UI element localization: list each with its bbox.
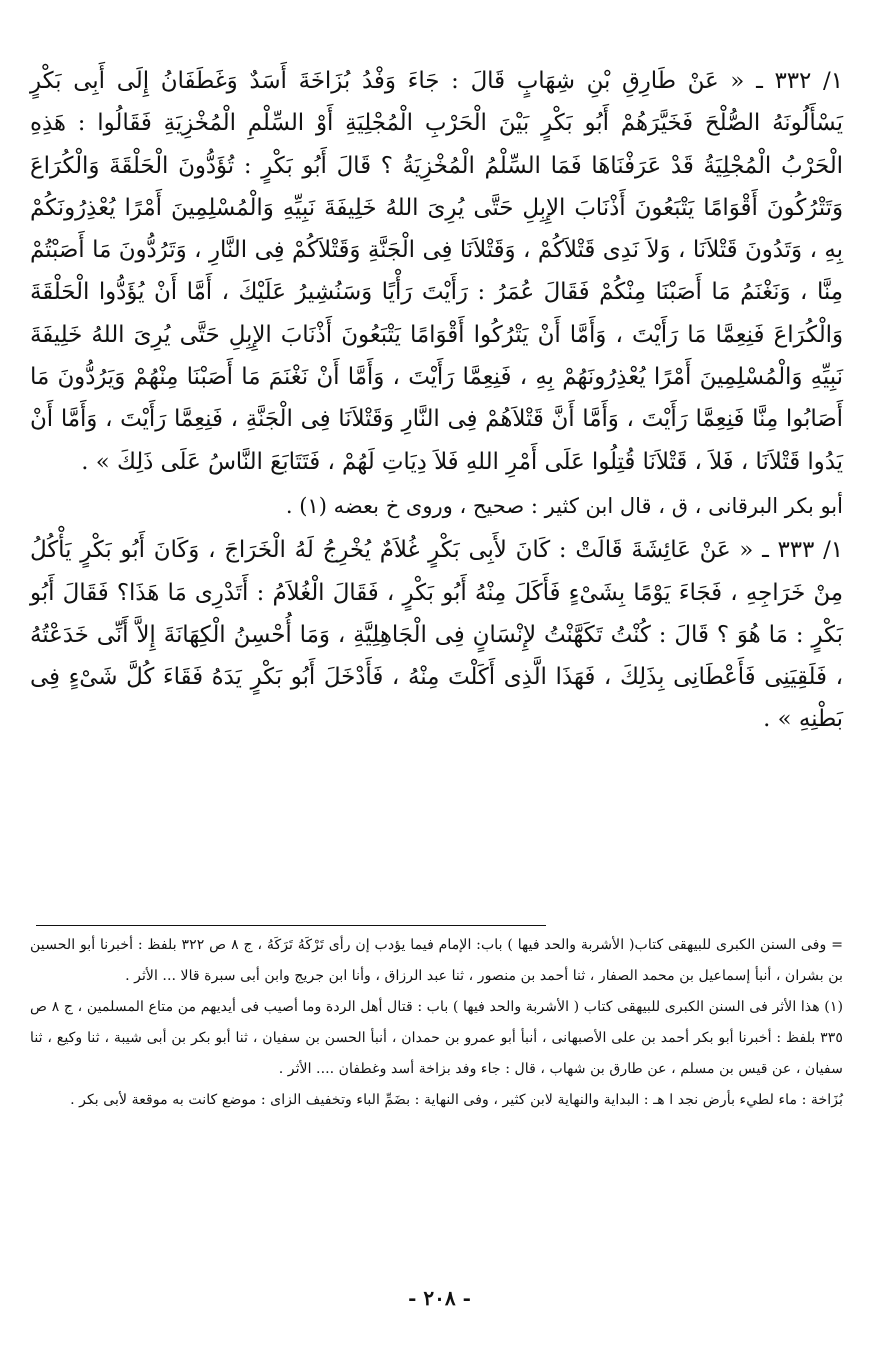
footnote-buzakha: بُزَاخة : ماء لطيء بأرض نجد ا هـ : البداية والنهاية لابن كثير ، وفى النهاية : بضَمِّ الباء وتخفيف الزاى : موضع كانت به موقعة لأبى بكر . (70, 1092, 843, 1108)
footnote-separator (36, 925, 546, 926)
hadith-333: ١/ ٣٣٣ ـ « عَنْ عَائِشَةَ قَالَتْ : كَانَ لأَبِى بَكْرٍ غُلاَمٌ يُخْرِجُ لَهُ الْخَرَاجَ ، وَكَانَ أَبُو بَكْرٍ يَأْكُلُ مِنْ خَرَاجِهِ ، فَجَاءَ يَوْمًا بِشَىْءٍ فَأَكَلَ مِنْهُ أَبُو بَكْرٍ ، فَقَالَ الْغُلاَمُ : أَتَدْرِى مَا هَذَا؟ فَقَالَ أَبُو بَكْرٍ : مَا هُوَ ؟ قَالَ : كُنْتُ تَكَهَّنْتُ لإِنْسَانٍ فِى الْجَاهِلِيَّةِ ، وَمَا أُحْسِنُ الْكِهَانَةَ إِلاَّ أَنِّى خَدَعْتُهُ ، فَلَقِيَنِى فَأَعْطَانِى بِذَلِكَ ، فَهَذَا الَّذِى أَكَلْتَ مِنْهُ ، فَأَدْخَلَ أَبُو بَكْرٍ يَدَهُ فَقَاءَ كُلَّ شَىْءٍ فِى بَطْنِهِ » . (30, 537, 843, 733)
footnote-1: (١) هذا الأثر فى السنن الكبرى للبيهقى كتاب ( الأشربة والحد فيها ) باب : قتال أهل الردة وما أصيب فى أيديهم من متاع المسلمين ، ج ٨ ص ٣٣٥ بلفظ : أخبرنا أبو بكر أحمد بن على الأصبهانى ، أنبأ أبو عمرو بن حمدان ، أنبأ الحسن بن سفيان ، ثنا أبو بكر بن أبى شيبة ، ثنا وكيع ، ثنا سفيان ، عن قيس بن مسلم ، عن طارق بن شهاب ، قال : جاء وفد بزاخة أسد وغطفان .... الأثر . (30, 999, 843, 1077)
hadith-332-source: أبو بكر البرقانى ، ق ، قال ابن كثير : صحيح ، وروى خ بعضه (١) . (285, 493, 843, 518)
hadith-332: ١/ ٣٣٢ ـ « عَنْ طَارِقِ بْنِ شِهَابٍ قَالَ : جَاءَ وَفْدُ بُزَاخَةَ أَسَدٌ وَغَطَفَانُ إِلَى أَبِى بَكْرٍ يَسْأَلُونَهُ الصُّلْحَ فَخَيَّرَهُمْ أَبُو بَكْرٍ بَيْنَ الْحَرْبِ الْمُجْلِيَةِ أَوْ السِّلْمِ الْمُخْزِيَةِ فَقَالُوا : هَذِهِ الْحَرْبُ الْمُجْلِيَةُ قَدْ عَرَفْنَاهَا فَمَا السِّلْمُ الْمُخْزِيَةُ ؟ قَالَ أَبُو بَكْرٍ : تُؤَدُّونَ الْحَلْقَةَ وَالْكُرَاعَ وَتَتْرُكُونَ أَقْوَامًا يَتْبَعُونَ أَذْنَابَ الإِبِلِ حَتَّى يُرِىَ اللهُ خَلِيفَةَ نَبِيِّهِ وَالْمُسْلِمِينَ أَمْرًا يُعْذِرُونَكُمْ بِهِ ، وَتَدُونَ قَتْلاَنَا ، وَلاَ نَدِى قَتْلاَكُمْ ، وَقَتْلاَنَا فِى الْجَنَّةِ وَقَتْلاَكُمْ فِى النَّارِ ، وَتَرُدُّونَ مَا أَصَبْتُمْ مِنَّا ، وَنَغْنَمُ مَا أَصَبْنَا مِنْكُمْ فَقَالَ عُمَرُ : رَأَيْتَ رَأْيًا وَسَنُشِيرُ عَلَيْكَ ، أَمَّا أَنْ يُؤَدُّوا الْحَلْقَةَ وَالْكُرَاعَ فَنِعِمَّا مَا رَأَيْتَ ، وَأَمَّا أَنْ يَتْرُكُوا أَقْوَامًا يَتْبَعُونَ أَذْنَابَ الإِبِلِ حَتَّى يُرِىَ اللهُ خَلِيفَةَ نَبِيِّهِ وَالْمُسْلِمِينَ أَمْرًا يُعْذِرُونَهُمْ بِهِ ، فَنِعِمَّا رَأَيْتَ ، وَأَمَّا أَنْ نَغْنَمَ مَا أَصَبْنَا مِنْهُمْ وَيَرُدُّونَ مَا أَصَابُوا مِنَّا فَنِعِمَّا رَأَيْتَ ، وَأَمَّا أَنَّ قَتْلاَهُمْ فِى النَّارِ وَقَتْلاَنَا فِى الْجَنَّةِ ، فَنِعِمَّا رَأَيْتَ ، وَأَمَّا أَنْ يَدُوا قَتْلاَنَا ، فَلاَ ، قَتْلاَنَا قُتِلُوا عَلَى أَمْرِ اللهِ فَلاَ دِيَاتِ لَهُمْ ، فَتَتَابَعَ النَّاسُ عَلَى ذَلِكَ » . (30, 68, 843, 475)
page-number: - ٢٠٨ - (408, 1286, 471, 1310)
footnote-continuation: = وفى السنن الكبرى للبيهقى كتاب( الأشربة والحد فيها ) باب: الإمام فيما يؤدب إن رأى تَرْكَهُ تَرَكَهُ ، ج ٨ ص ٣٢٢ بلفظ : أخبرنا أبو الحسين بن بشران ، أنبأ إسماعيل بن محمد الصفار ، ثنا أحمد بن منصور ، ثنا عبد الرزاق ، وأنا ابن جريج وابن أبى سبرة قالا ... الأثر . (30, 937, 843, 984)
main-text (30, 60, 843, 741)
footnotes (30, 930, 843, 1116)
